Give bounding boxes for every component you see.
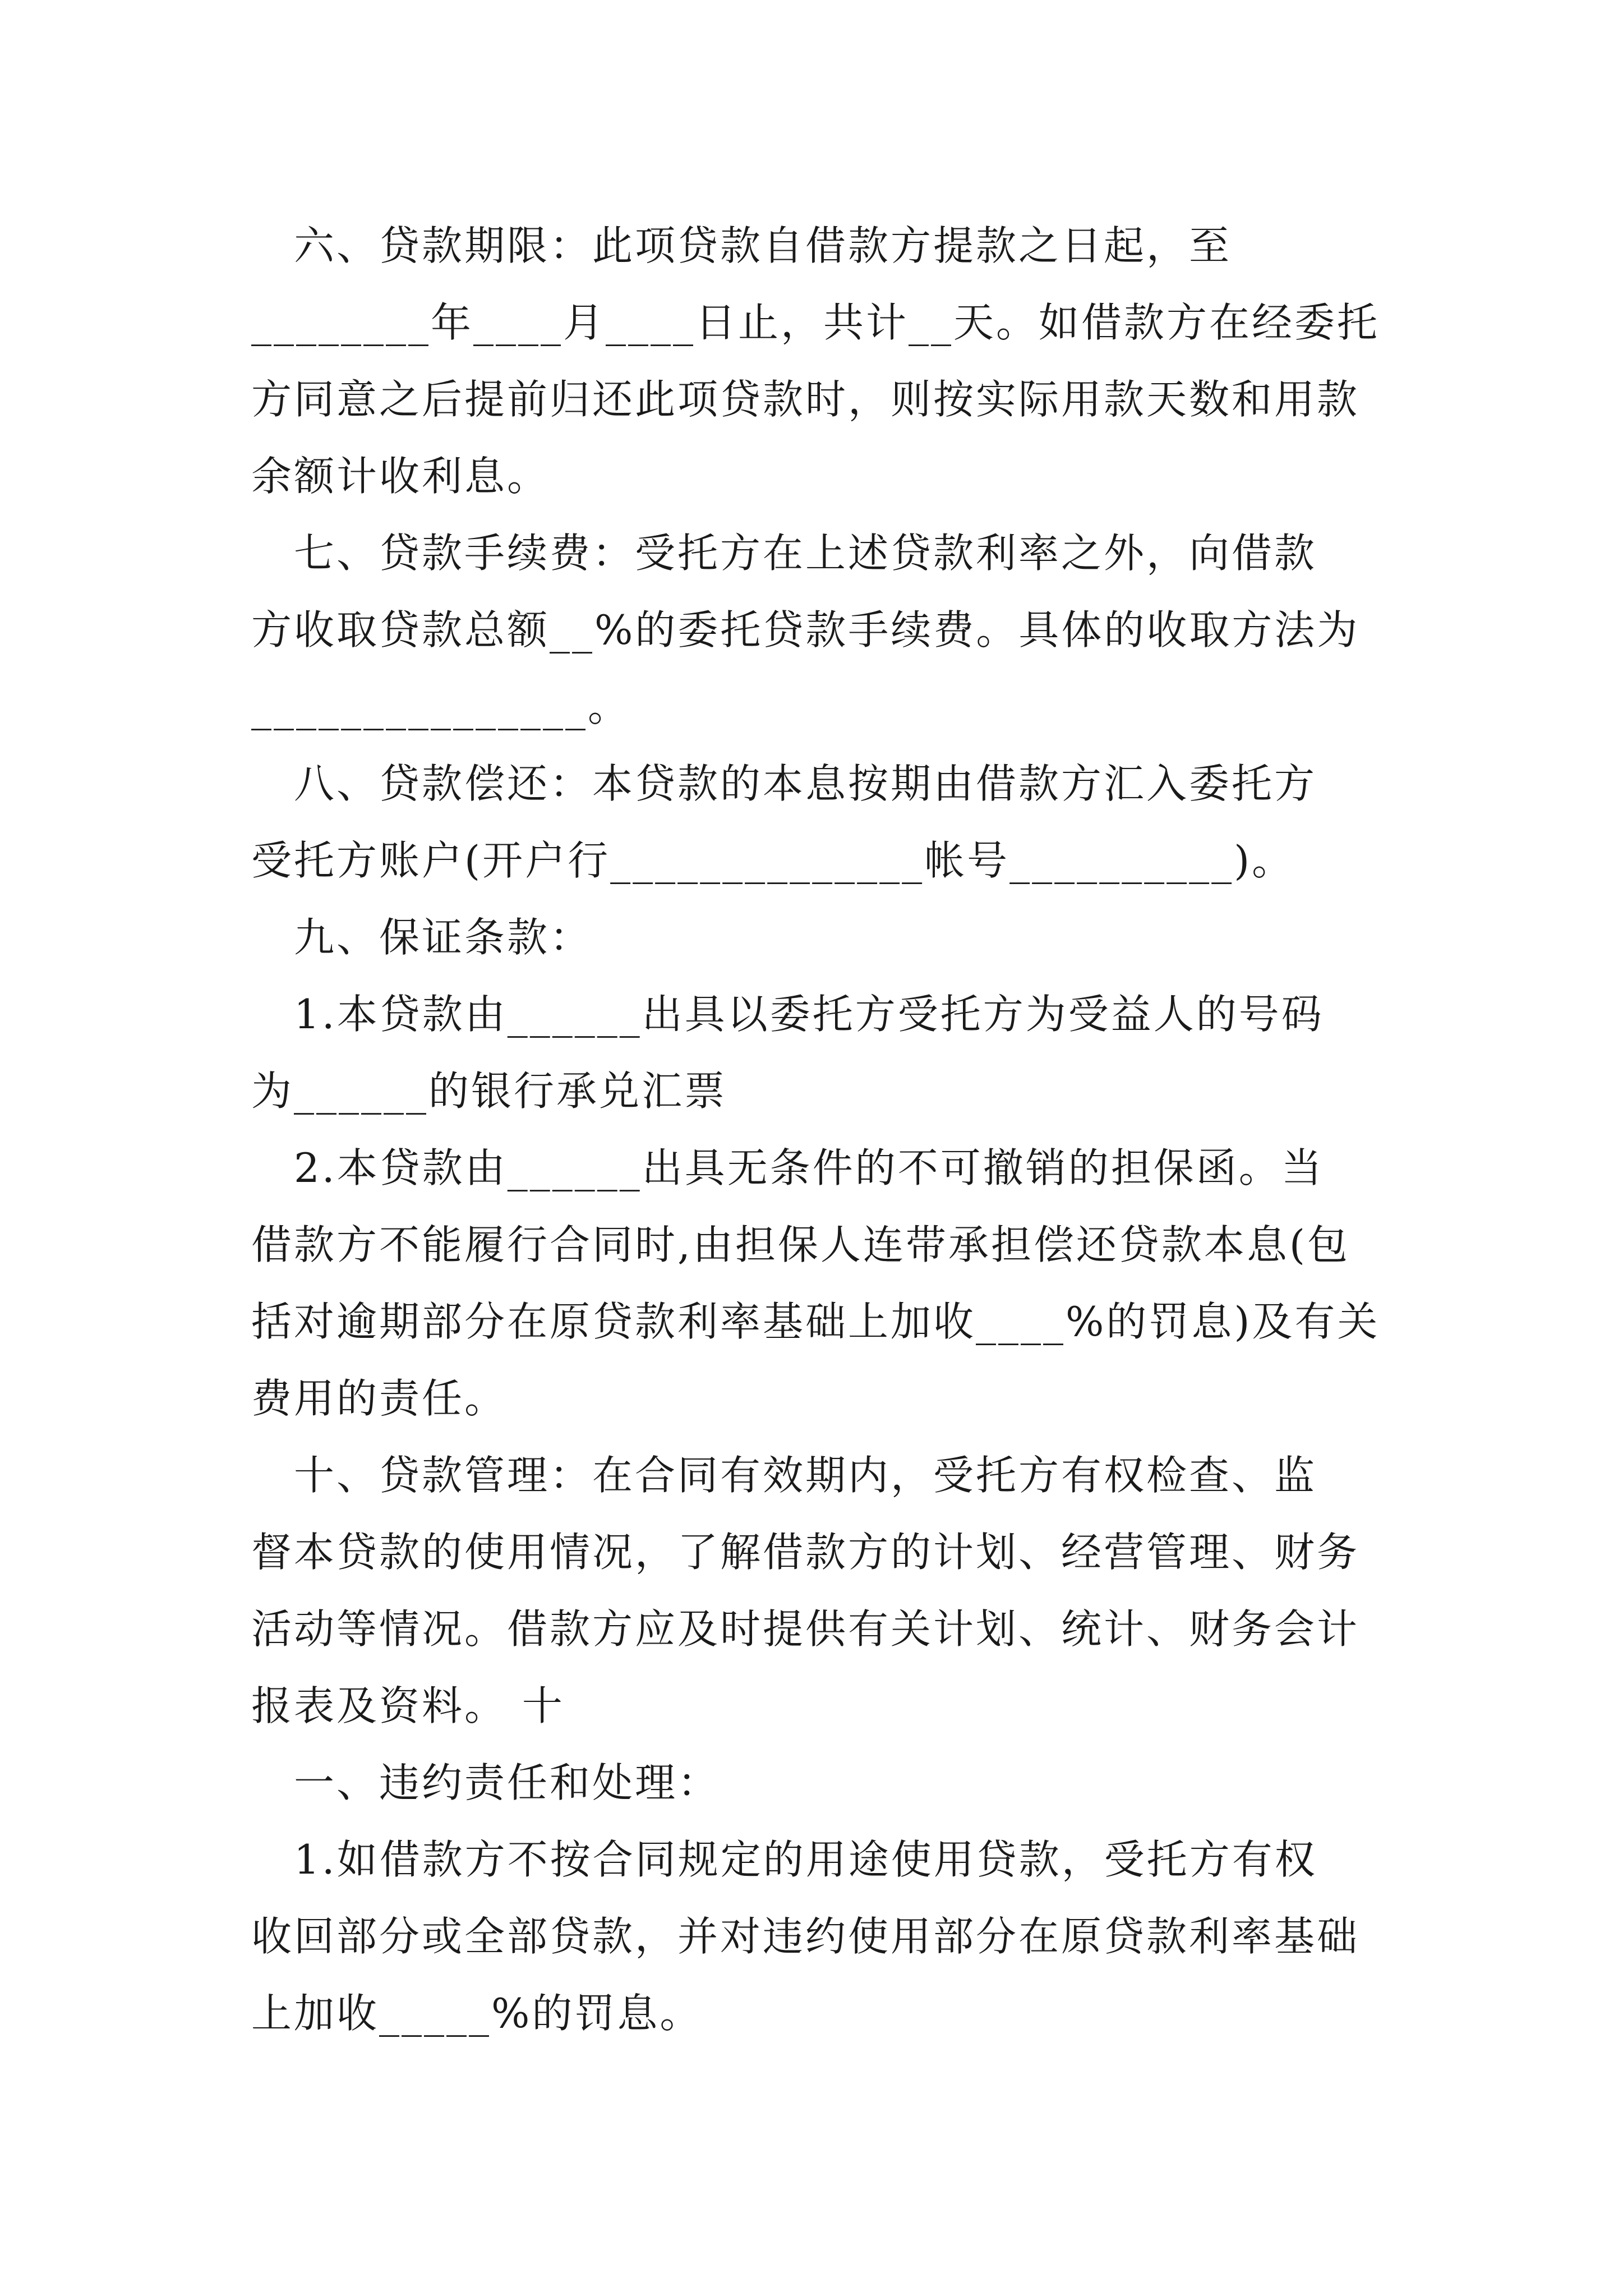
- text-line: 方收取贷款总额__%的委托贷款手续费。具体的收取方法为: [251, 606, 1360, 654]
- text-line: ________年____月____日止，共计__天。如借款方在经委托: [251, 299, 1380, 346]
- text-line: 受托方账户(开户行______________帐号__________)。: [251, 837, 1295, 884]
- text-line: 上加收_____%的罚息。: [251, 1990, 703, 2037]
- text-line: 九、保证条款：: [251, 914, 593, 961]
- text-line: 费用的责任。: [251, 1375, 508, 1422]
- text-line: 六、贷款期限：此项贷款自借款方提款之日起，至: [251, 222, 1232, 269]
- text-line: 2.本贷款由______出具无条件的不可撤销的担保函。当: [251, 1144, 1324, 1191]
- text-line: 余额计收利息。: [251, 453, 550, 500]
- text-line: 借款方不能履行合同时,由担保人连带承担偿还贷款本息(包: [251, 1221, 1350, 1268]
- text-line: 方同意之后提前归还此项贷款时，则按实际用款天数和用款: [251, 376, 1360, 423]
- text-line: 督本贷款的使用情况，了解借款方的计划、经营管理、财务: [251, 1529, 1360, 1576]
- text-line: 括对逾期部分在原贷款利率基础上加收____%的罚息)及有关: [251, 1298, 1380, 1345]
- text-line: _______________。: [251, 683, 630, 730]
- text-line: 为______的银行承兑汇票: [251, 1068, 727, 1115]
- text-line: 十、贷款管理：在合同有效期内，受托方有权检查、监: [251, 1452, 1317, 1499]
- text-line: 报表及资料。 十: [251, 1682, 565, 1729]
- text-line: 1.如借款方不按合同规定的用途使用贷款，受托方有权: [251, 1836, 1317, 1883]
- text-line: 1.本贷款由______出具以委托方受托方为受益人的号码: [251, 991, 1324, 1038]
- text-line: 活动等情况。借款方应及时提供有关计划、统计、财务会计: [251, 1605, 1360, 1653]
- text-line: 八、贷款偿还：本贷款的本息按期由借款方汇入委托方: [251, 760, 1317, 807]
- text-line: 七、贷款手续费：受托方在上述贷款利率之外，向借款: [251, 530, 1317, 577]
- text-line: 收回部分或全部贷款，并对违约使用部分在原贷款利率基础: [251, 1913, 1360, 1960]
- text-line: 一、违约责任和处理：: [251, 1759, 721, 1806]
